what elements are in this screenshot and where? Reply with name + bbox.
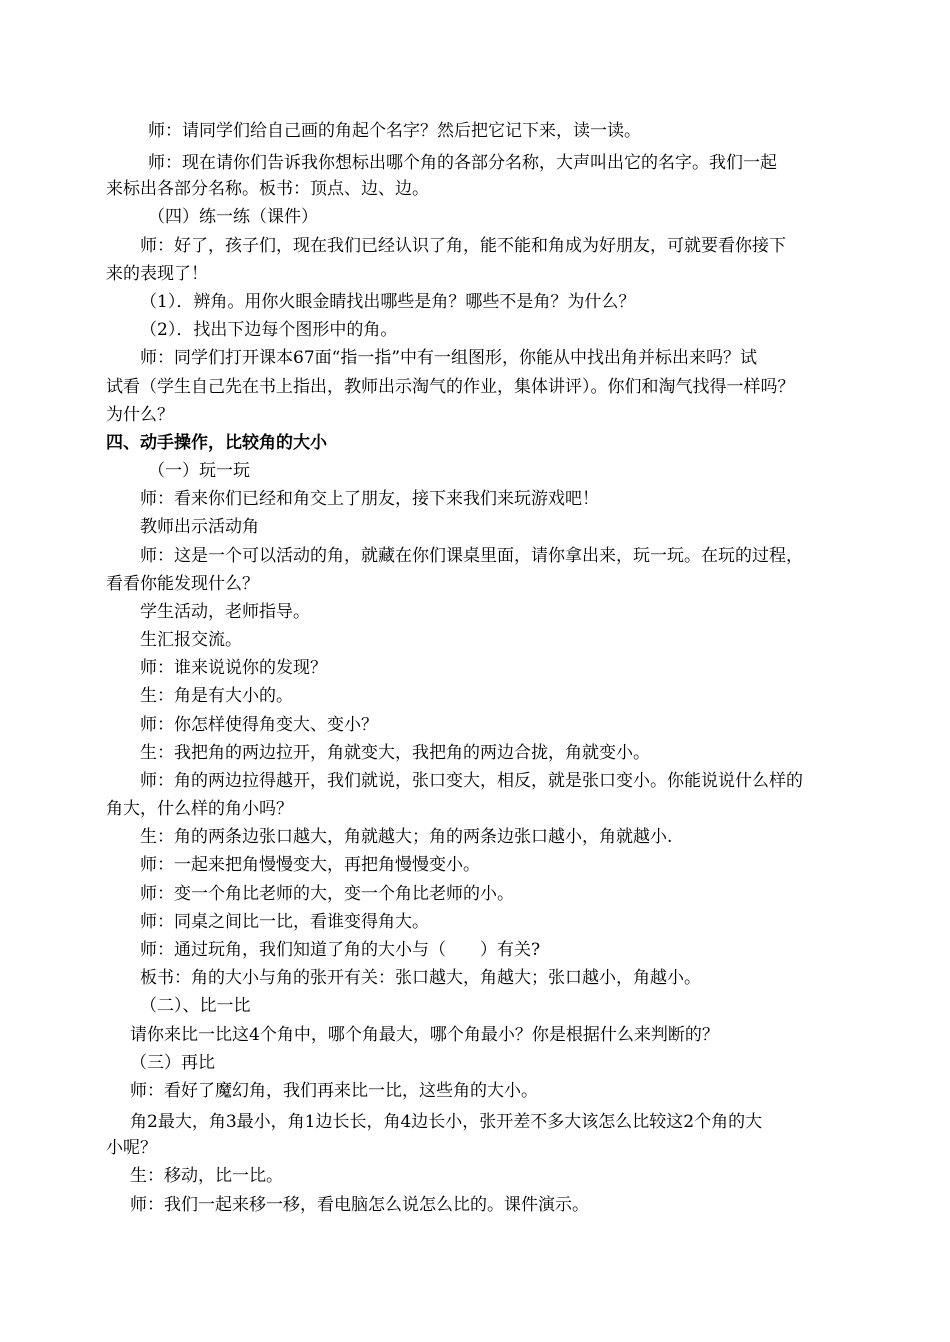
text-line: 生：角是有大小的。 [140,686,293,706]
text-line: 请你来比一比这4个角中，哪个角最大，哪个角最小？你是根据什么来判断的？ [130,1025,719,1045]
text-line: 师：角的两边拉得越开，我们就说，张口变大，相反，就是张口变小。你能说说什么样的 [140,771,803,791]
text-line: 生：我把角的两边拉开，角就变大，我把角的两边合拢，角就变小。 [140,743,650,763]
text-line: 师：这是一个可以活动的角，就藏在你们课桌里面，请你拿出来，玩一玩。在玩的过程， [140,546,803,566]
text-line: 学生活动，老师指导。 [140,602,310,622]
section-heading: （三）再比 [130,1053,215,1073]
text-line: 师：变一个角比老师的大，变一个角比老师的小。 [140,884,514,904]
text-line: 来的表现了！ [106,264,208,284]
text-line: 教师出示活动角 [140,517,259,537]
text-line: 来标出各部分名称。板书：顶点、边、边。 [106,179,429,199]
section-heading: （四）练一练（课件） [148,207,318,227]
text-line: 师：通过玩角，我们知道了角的大小与（ ）有关? [140,940,541,960]
text-line: 生：角的两条边张口越大，角就越大；角的两条边张口越小，角就越小. [140,827,673,847]
text-line: 师：好了，孩子们，现在我们已经认识了角，能不能和角成为好朋友，可就要看你接下 [140,236,786,256]
text-line: 为什么？ [106,405,174,425]
text-line: （2）．找出下边每个图形中的角。 [140,320,398,340]
section-title: 四、动手操作，比较角的大小 [106,433,327,453]
text-line: 角大，什么样的角小吗？ [106,799,293,819]
section-heading: （二）、比一比 [140,996,251,1016]
text-line: 师：看来你们已经和角交上了朋友，接下来我们来玩游戏吧！ [140,489,599,509]
text-line: 生汇报交流。 [140,630,242,650]
text-line: 师：谁来说说你的发现？ [140,658,327,678]
text-line: 师：现在请你们告诉我你想标出哪个角的各部分名称，大声叫出它的名字。我们一起 [148,153,777,173]
text-line: 师：我们一起来移一移，看电脑怎么说怎么比的。课件演示。 [130,1195,589,1215]
text-line: 板书：角的大小与角的张开有关：张口越大，角越大；张口越小，角越小。 [140,968,701,988]
text-line: 试看（学生自己先在书上指出，教师出示淘气的作业，集体讲评）。你们和淘气找得一样吗？ [106,377,795,397]
text-line: 看看你能发现什么？ [106,574,259,594]
text-line: 生：移动，比一比。 [130,1166,283,1186]
text-line: 师：同桌之间比一比，看谁变得角大。 [140,912,429,932]
text-line: 师：看好了魔幻角，我们再来比一比，这些角的大小。 [130,1081,538,1101]
text-line: 角2最大，角3最小，角1边长长，角4边长小，张开差不多大该怎么比较这2个角的大 [130,1112,763,1132]
text-line: 小呢？ [106,1138,157,1158]
text-line: 师：一起来把角慢慢变大，再把角慢慢变小。 [140,855,480,875]
text-line: 师：你怎样使得角变大、变小？ [140,715,378,735]
section-heading: （一）玩一玩 [148,461,250,481]
text-line: （1）．辨角。用你火眼金睛找出哪些是角？哪些不是角？为什么？ [140,292,636,312]
text-line: 师：请同学们给自己画的角起个名字？然后把它记下来，读一读。 [148,121,641,141]
text-line: 师：同学们打开课本67面“指一指”中有一组图形，你能从中找出角并标出来吗？试 [140,348,758,368]
